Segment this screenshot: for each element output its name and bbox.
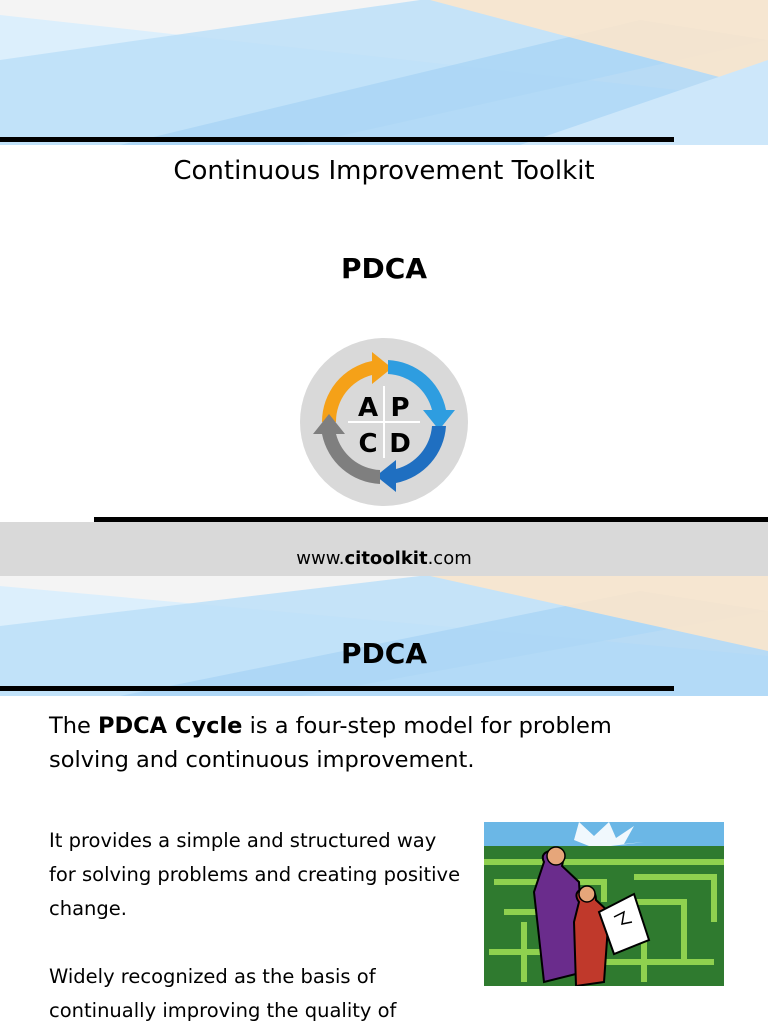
maze-people-illustration [484, 822, 724, 986]
footer-rule [94, 517, 768, 522]
logo-letter-p: P [390, 393, 410, 423]
logo-letter-a: A [357, 393, 379, 423]
body-paragraph: It provides a simple and structured way for solving problems and creating positive change. [49, 829, 461, 920]
footer-url[interactable]: www.citoolkit.com [296, 548, 472, 569]
content-slide [0, 576, 768, 1024]
logo-letter-d: D [389, 429, 411, 459]
logo-letter-c: C [358, 429, 378, 459]
slide-title: PDCA [341, 637, 427, 670]
deck-title: Continuous Improvement Toolkit [173, 156, 595, 186]
intro-text: The PDCA Cycle is a four-step model for problem solving and continuous improvement. [49, 713, 612, 773]
deck-subtitle: PDCA [341, 252, 427, 285]
header-banner [0, 576, 768, 696]
header-rule [0, 686, 674, 691]
pdca-cycle-logo [300, 338, 468, 506]
header-banner [0, 0, 768, 145]
header-rule [0, 137, 674, 142]
body-paragraph: Widely recognized as the basis of continually improving the quality of [49, 965, 397, 1022]
